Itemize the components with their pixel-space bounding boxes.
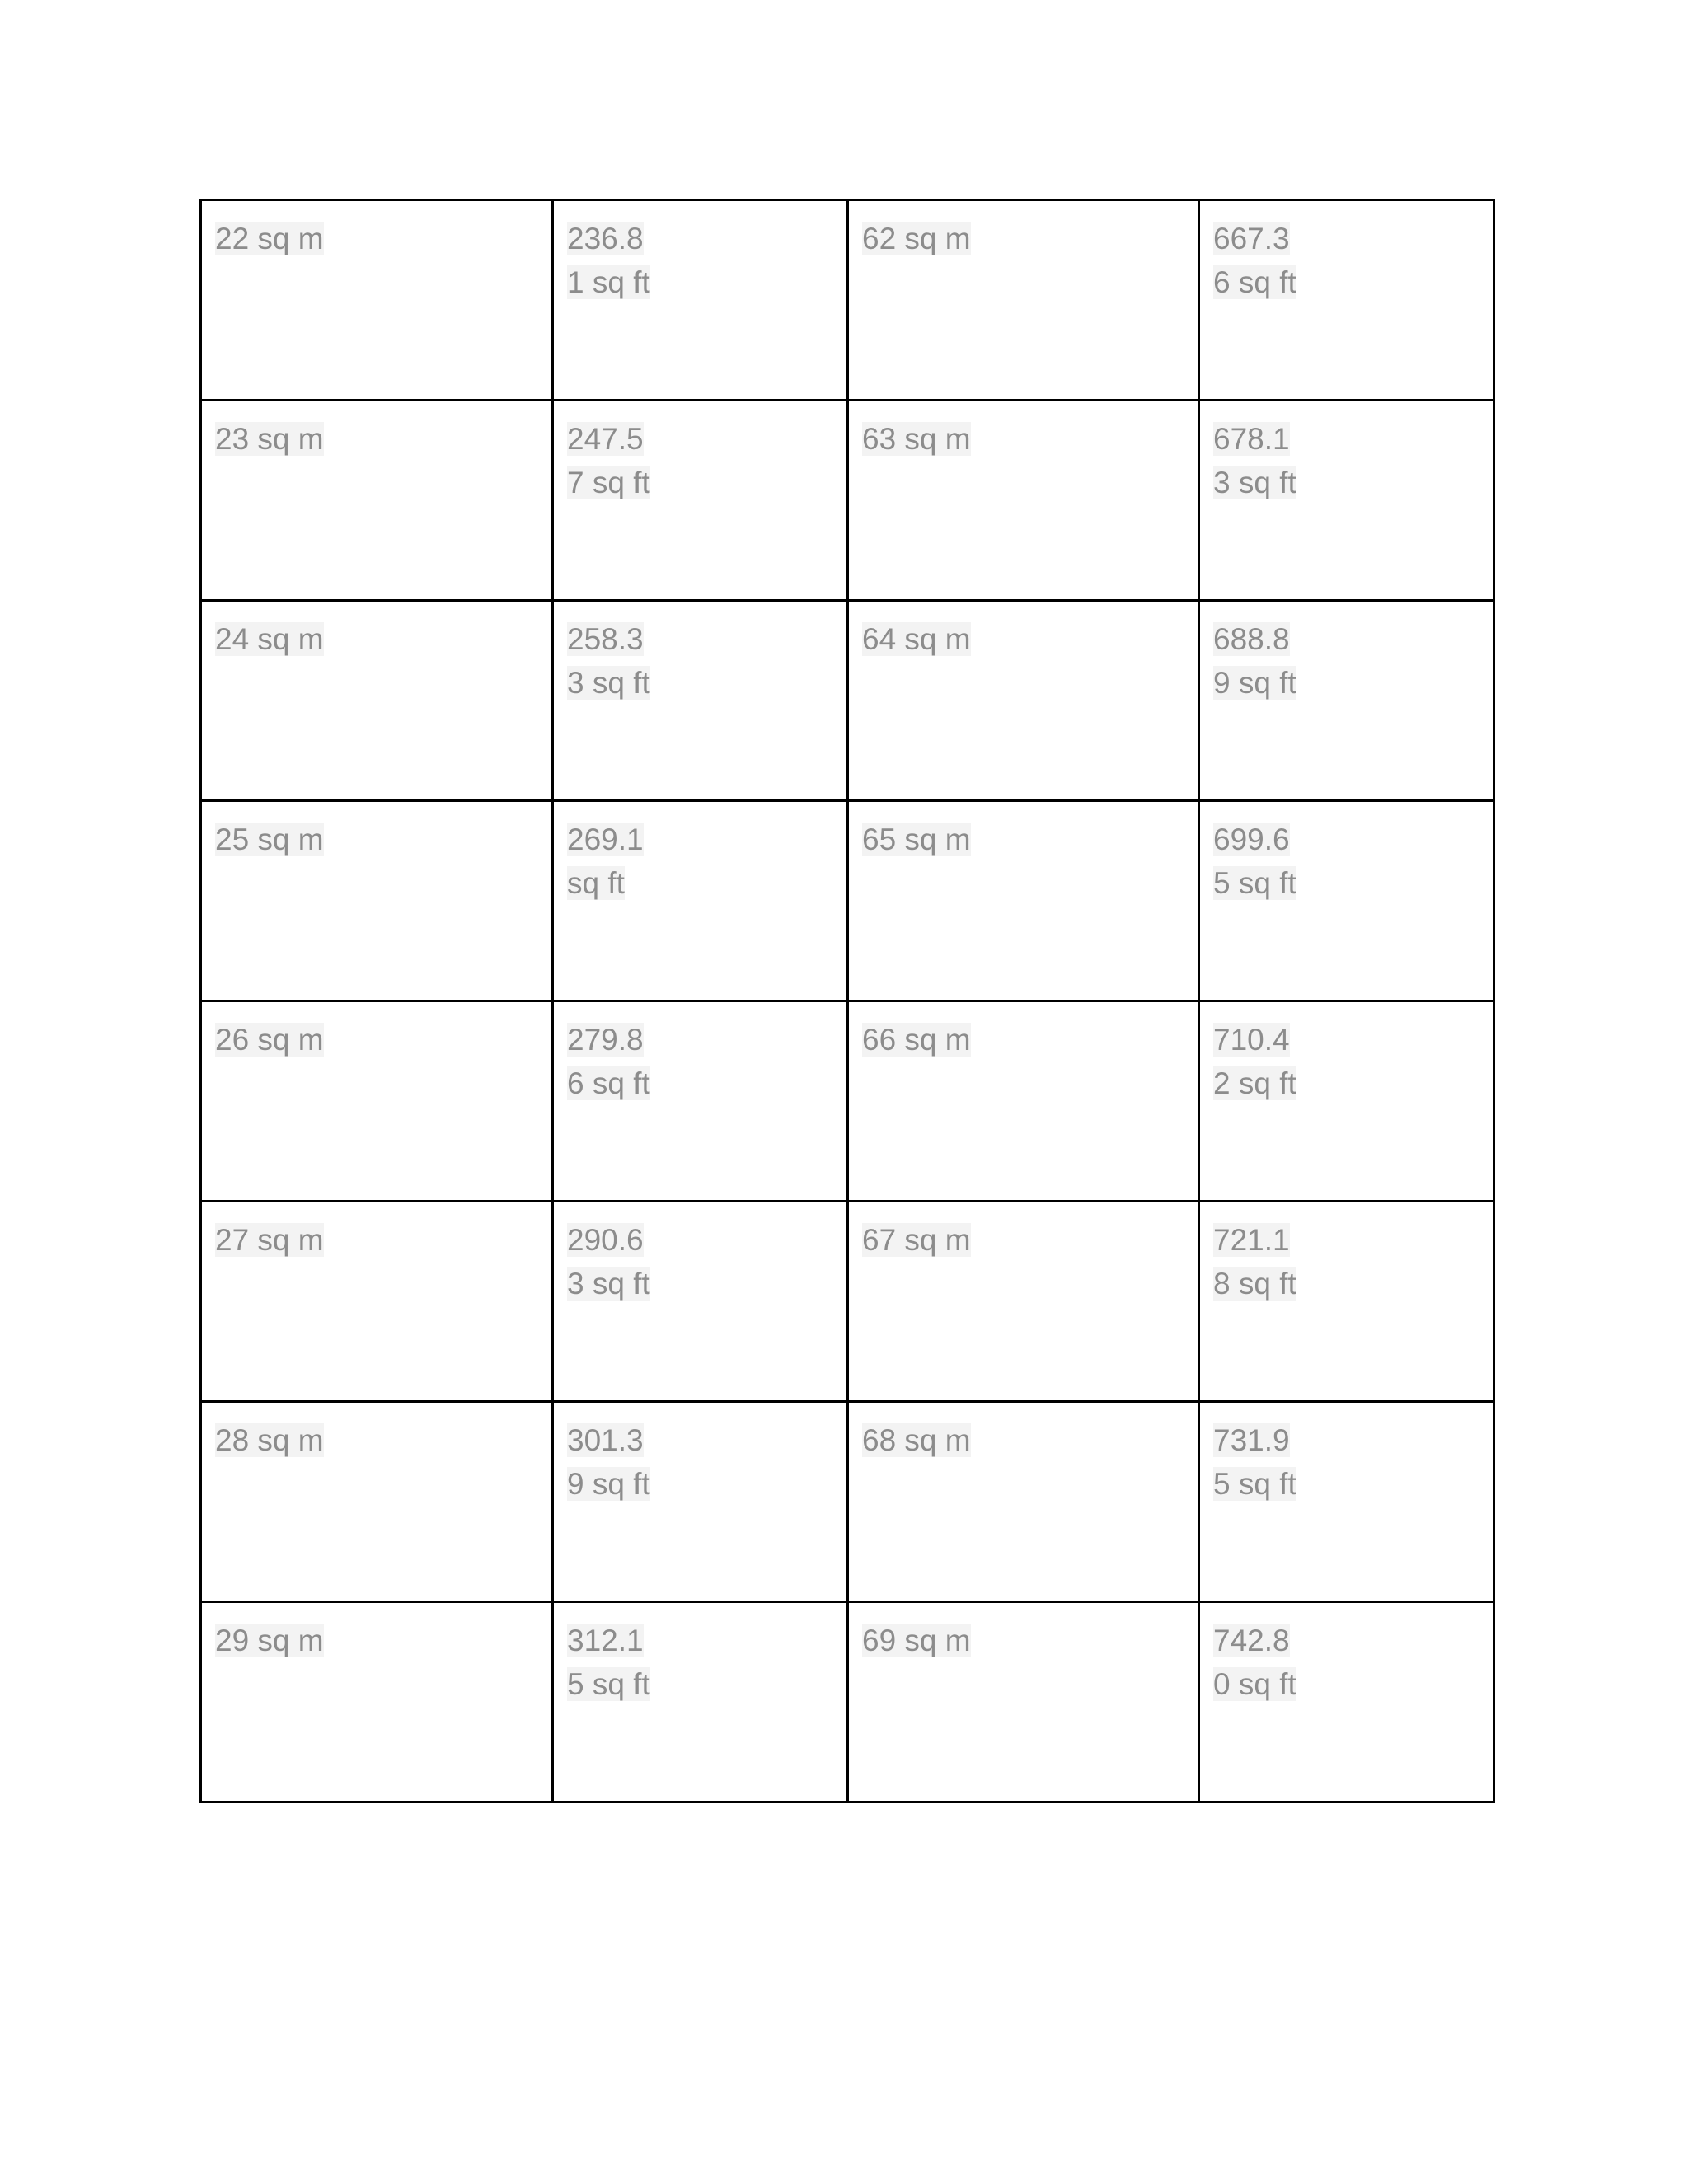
table-cell-sq-m [201, 1202, 553, 1402]
table-cell-sq-m [201, 1602, 553, 1802]
table-cell-sq-m [848, 1402, 1199, 1602]
table-cell-sq-m [848, 1202, 1199, 1402]
table-cell-sq-ft [1199, 1001, 1494, 1202]
cell-text: 279.8 6 sq ft [567, 1023, 650, 1100]
table-cell-sq-m [848, 200, 1199, 401]
table-cell-sq-m [848, 601, 1199, 801]
table-row [201, 401, 1494, 601]
table-cell-sq-ft [553, 801, 848, 1001]
cell-text: 258.3 3 sq ft [567, 622, 650, 700]
table-cell-sq-m [201, 801, 553, 1001]
table-cell-sq-ft [1199, 1602, 1494, 1802]
table-row [201, 1001, 1494, 1202]
conversion-table [199, 199, 1495, 1803]
cell-text: 721.1 8 sq ft [1213, 1223, 1296, 1301]
table-cell-sq-ft [553, 401, 848, 601]
table-cell-sq-m [201, 601, 553, 801]
cell-text: 312.1 5 sq ft [567, 1624, 650, 1701]
cell-text: 699.6 5 sq ft [1213, 823, 1296, 900]
table-row [201, 601, 1494, 801]
cell-text: 742.8 0 sq ft [1213, 1624, 1296, 1701]
table-cell-sq-ft [553, 1602, 848, 1802]
table-cell-sq-ft [1199, 200, 1494, 401]
cell-text: 710.4 2 sq ft [1213, 1023, 1296, 1100]
cell-text: 236.8 1 sq ft [567, 222, 650, 299]
cell-text: 64 sq m [862, 622, 971, 656]
table-row [201, 1602, 1494, 1802]
cell-text: 27 sq m [215, 1223, 324, 1257]
cell-text: 678.1 3 sq ft [1213, 422, 1296, 499]
table-row [201, 801, 1494, 1001]
cell-text: 68 sq m [862, 1423, 971, 1457]
table-cell-sq-ft [553, 601, 848, 801]
table-cell-sq-m [848, 801, 1199, 1001]
table-row [201, 1402, 1494, 1602]
cell-text: 667.3 6 sq ft [1213, 222, 1296, 299]
table-cell-sq-ft [1199, 401, 1494, 601]
table-cell-sq-m [848, 401, 1199, 601]
table-cell-sq-m [201, 200, 553, 401]
table-cell-sq-ft [1199, 801, 1494, 1001]
table-cell-sq-ft [553, 1202, 848, 1402]
cell-text: 62 sq m [862, 222, 971, 255]
cell-text: 69 sq m [862, 1624, 971, 1657]
table-cell-sq-ft [553, 200, 848, 401]
cell-text: 23 sq m [215, 422, 324, 456]
cell-text: 66 sq m [862, 1023, 971, 1057]
cell-text: 731.9 5 sq ft [1213, 1423, 1296, 1501]
cell-text: 67 sq m [862, 1223, 971, 1257]
table-cell-sq-m [848, 1602, 1199, 1802]
table-row [201, 200, 1494, 401]
cell-text: 22 sq m [215, 222, 324, 255]
table-cell-sq-m [848, 1001, 1199, 1202]
conversion-table-body [201, 200, 1494, 1802]
cell-text: 247.5 7 sq ft [567, 422, 650, 499]
cell-text: 269.1 sq ft [567, 823, 644, 900]
cell-text: 688.8 9 sq ft [1213, 622, 1296, 700]
table-cell-sq-m [201, 1001, 553, 1202]
table-row [201, 1202, 1494, 1402]
cell-text: 24 sq m [215, 622, 324, 656]
table-cell-sq-ft [1199, 1202, 1494, 1402]
cell-text: 65 sq m [862, 823, 971, 856]
cell-text: 63 sq m [862, 422, 971, 456]
table-cell-sq-ft [1199, 601, 1494, 801]
table-cell-sq-ft [553, 1001, 848, 1202]
cell-text: 290.6 3 sq ft [567, 1223, 650, 1301]
table-cell-sq-ft [1199, 1402, 1494, 1602]
cell-text: 26 sq m [215, 1023, 324, 1057]
cell-text: 29 sq m [215, 1624, 324, 1657]
table-cell-sq-m [201, 401, 553, 601]
cell-text: 28 sq m [215, 1423, 324, 1457]
table-cell-sq-ft [553, 1402, 848, 1602]
cell-text: 25 sq m [215, 823, 324, 856]
cell-text: 301.3 9 sq ft [567, 1423, 650, 1501]
table-cell-sq-m [201, 1402, 553, 1602]
